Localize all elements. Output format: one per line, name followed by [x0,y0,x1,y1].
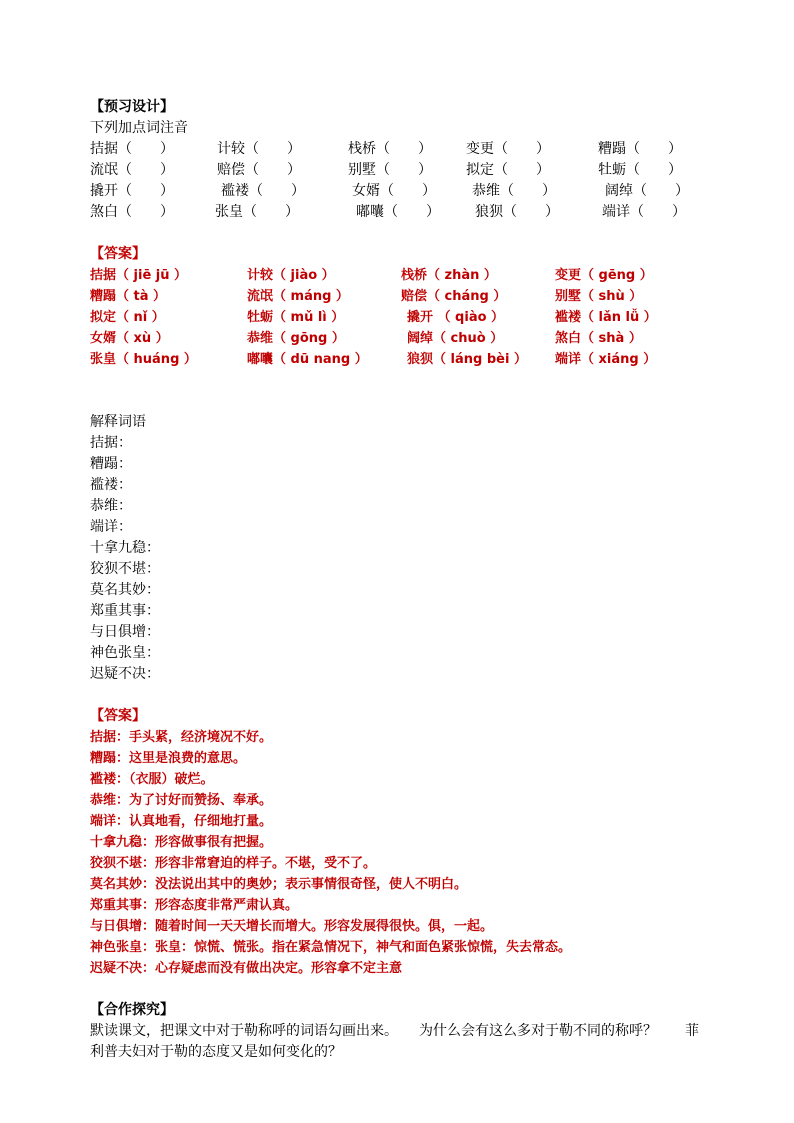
answer1-cell: 煞白（ shà ） [555,331,642,346]
vocab-item: 神色张皇： [90,645,160,661]
explore-heading: 【合作探究】 [90,1002,174,1018]
preview-heading: 【预习设计】 [90,99,174,115]
answer1-cell: 牡蛎（ mǔ lì ） [247,310,345,325]
preview-cell: 褴褛（ ） [221,183,305,199]
answer2-heading: 【答案】 [90,708,146,724]
preview-cell: 牡蛎（ ） [598,162,682,178]
preview-row-2 [90,160,710,181]
answer2-item: 拮据：手头紧，经济境况不好。 [90,730,273,745]
answer1-cell: 流氓（ máng ） [247,289,349,304]
vocab-item: 狡狈不堪： [90,561,160,577]
vocab-item: 恭维： [90,498,132,514]
answer1-cell: 赔偿（ cháng ） [401,289,507,304]
answer1-row-3 [90,307,710,328]
preview-cell: 别墅（ ） [348,162,432,178]
answer2-item: 狡狈不堪：形容非常窘迫的样子。不堪，受不了。 [90,856,377,871]
vocab-item: 十拿九稳： [90,540,160,556]
explore-text: 默读课文，把课文中对于勒称呼的词语勾画出来。 为什么会有这么多对于勒不同的称呼？ 菲利普夫妇对于勒的态度又是如何变化的？ [90,1023,699,1060]
answer2-item: 迟疑不决：心存疑虑而没有做出决定。形容拿不定主意 [90,961,403,976]
preview-cell: 栈桥（ ） [348,141,432,157]
preview-cell: 狼狈（ ） [475,204,559,220]
answer1-heading: 【答案】 [90,246,146,262]
preview-cell: 张皇（ ） [215,204,299,220]
answer2-item: 糟蹋：这里是浪费的意思。 [90,751,247,766]
preview-cell: 拮据（ ） [90,141,174,157]
answer1-cell: 女婿（ xù ） [90,331,169,346]
preview-cell: 赔偿（ ） [217,162,301,178]
vocab-item: 褴褛： [90,477,132,493]
answer2-item: 与日俱增：随着时间一天天增长而增大。形容发展得很快。俱，一起。 [90,919,494,934]
vocab-item: 端详： [90,519,132,535]
preview-instruction: 下列加点词注音 [90,120,188,136]
preview-cell: 煞白（ ） [90,204,174,220]
answer1-cell: 变更（ gēng ） [555,268,653,283]
answer1-cell: 端详（ xiáng ） [555,352,657,367]
preview-row-3 [90,181,710,202]
preview-cell: 嘟囔（ ） [356,204,440,220]
answer1-cell: 阔绰（ chuò ） [407,331,504,346]
answer1-cell: 狼狈（ láng bèi ） [407,352,527,367]
preview-cell: 恭维（ ） [472,183,556,199]
answer1-cell: 恭维（ gōng ） [247,331,345,346]
answer2-item: 莫名其妙：没法说出其中的奥妙；表示事情很奇怪，使人不明白。 [90,877,468,892]
vocab-heading: 解释词语 [90,414,146,430]
preview-cell: 女婿（ ） [352,183,436,199]
answer1-cell: 张皇（ huáng ） [90,352,197,367]
preview-row-1 [90,139,710,160]
vocab-item: 迟疑不决： [90,666,160,682]
preview-cell: 阔绰（ ） [605,183,689,199]
answer2-item: 郑重其事：形容态度非常严肃认真。 [90,898,299,913]
answer1-cell: 计较（ jiào ） [247,268,335,283]
answer1-cell: 别墅（ shù ） [555,289,643,304]
vocab-item: 糟蹋： [90,456,132,472]
answer2-item: 神色张皇：张皇：惊慌、慌张。指在紧急情况下，神气和面色紧张惊慌，失去常态。 [90,940,572,955]
preview-cell: 拟定（ ） [466,162,550,178]
answer1-row-1 [90,265,710,286]
answer1-cell: 拮据（ jiē jū ） [90,268,188,283]
preview-cell: 流氓（ ） [90,162,174,178]
vocab-item: 郑重其事： [90,603,160,619]
answer1-row-4 [90,328,710,349]
answer1-row-2 [90,286,710,307]
answer2-item: 端详：认真地看，仔细地打量。 [90,814,273,829]
preview-cell: 计较（ ） [217,141,301,157]
answer1-cell: 栈桥（ zhàn ） [401,268,497,283]
answer2-item: 褴褛：（衣服）破烂。 [90,772,214,787]
vocab-item: 与日俱增： [90,624,160,640]
preview-row-4 [90,202,710,223]
preview-cell: 糟蹋（ ） [598,141,682,157]
answer2-item: 十拿九稳：形容做事很有把握。 [90,835,273,850]
preview-cell: 端详（ ） [602,204,686,220]
preview-cell: 撬开（ ） [90,183,174,199]
answer1-cell: 撬开 （ qiào ） [407,310,505,325]
vocab-item: 拮据： [90,435,132,451]
answer1-cell: 拟定（ nǐ ） [90,310,165,325]
answer1-cell: 嘟囔（ dū nang ） [247,352,368,367]
answer2-item: 恭维：为了讨好而赞扬、奉承。 [90,793,273,808]
answer1-cell: 褴褛（ lǎn lǚ ） [555,310,657,325]
vocab-item: 莫名其妙： [90,582,160,598]
preview-cell: 变更（ ） [466,141,550,157]
answer1-row-5 [90,349,710,370]
document-page [90,97,710,1063]
answer1-cell: 糟蹋（ tà ） [90,289,167,304]
